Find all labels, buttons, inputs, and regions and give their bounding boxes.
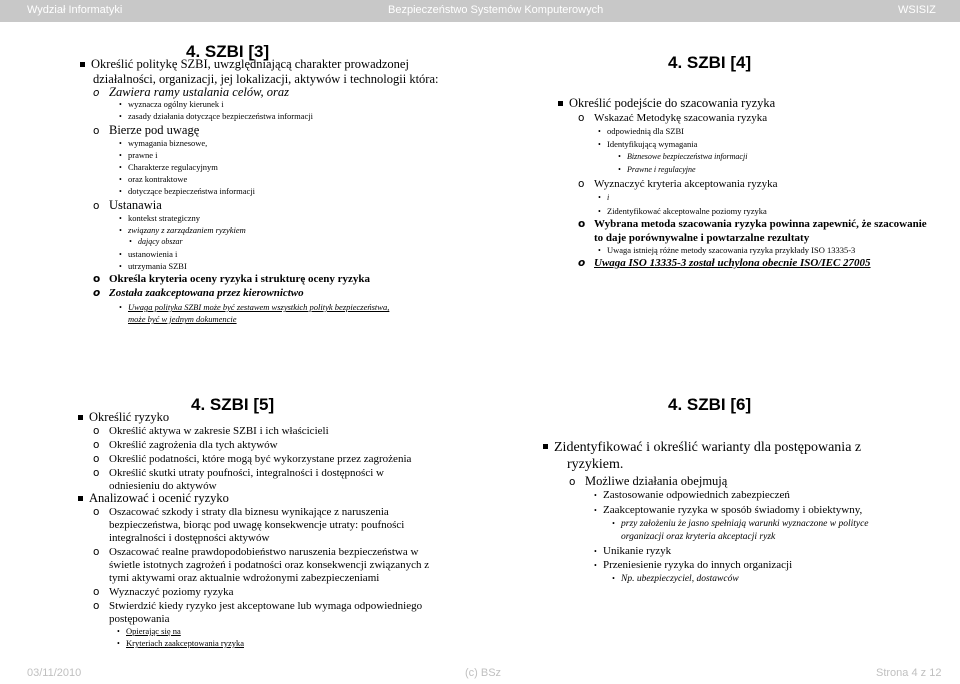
bullet-line: o Bierze pod uwagę [93, 123, 200, 137]
text-line: świetle istotnych zagrożeń i podatności oraz konsekwencji związanych z [109, 559, 430, 571]
bullet-line: • ustanowienia i [119, 249, 178, 259]
bullet-line: • Zastosowanie odpowiednich zabezpieczeń [594, 489, 790, 501]
text-line: działalności, organizacji, jej lokalizacji, aktywów i technologii która: [93, 72, 439, 86]
bullet-line: • Identyfikującą wymagania [598, 139, 698, 149]
bullet-line: • Charakterze regulacyjnym [119, 162, 218, 172]
square-bullet-icon [78, 496, 83, 501]
bullet-line: • utrzymania SZBI [119, 261, 187, 271]
bullet-line: o Określić skutki utraty poufności, integralności i dostępności w [93, 467, 384, 479]
bullet-line: • dotyczące bezpieczeństwa informacji [119, 186, 255, 196]
bullet-line: o Określić aktywa w zakresie SZBI i ich właścicieli [93, 425, 329, 437]
bullet-line: • zasady działania dotyczące bezpieczeństwa informacji [119, 111, 314, 121]
bullet-line: • Opierając się na [117, 626, 181, 636]
bullet-line: • Biznesowe bezpieczeństwa informacji [618, 152, 748, 161]
bullet-line: • prawne i [119, 150, 158, 160]
bullet-line: o Ustanawia [93, 198, 162, 212]
bullet-line: • odpowiednią dla SZBI [598, 126, 684, 136]
note-line: może być w jednym dokumencie [128, 314, 237, 324]
square-bullet-icon [558, 101, 563, 106]
text-line: odniesieniu do aktywów [109, 480, 217, 492]
note-line: • Uwaga polityka SZBI może być zestawem wszystkich polityk bezpieczeństwa, [119, 302, 390, 312]
slide-szbi-6 [480, 340, 960, 663]
header-left: Wydział Informatyki [27, 4, 123, 16]
bullet-line: • Unikanie ryzyk [594, 545, 672, 557]
bullet-line: • Prawne i regulacyjne [618, 165, 696, 174]
text-line: to daje porównywalne i powtarzalne rezultaty [594, 232, 810, 244]
bullet-line: • Przeniesienie ryzyka do innych organizacji [594, 559, 793, 571]
square-bullet-icon [80, 62, 85, 67]
slide-szbi-5 [0, 340, 480, 663]
bullet-line: o Stwierdzić kiedy ryzyko jest akceptowane lub wymaga odpowiedniego [93, 600, 423, 612]
text-line: ryzykiem. [567, 457, 624, 472]
text-line: integralności i dostępności aktywów [109, 532, 270, 544]
slide-title: 4. SZBI [6] [668, 395, 752, 414]
bullet-line: Analizować i ocenić ryzyko [78, 492, 229, 505]
bullet-line: • kontekst strategiczny [119, 213, 200, 223]
bullet-line: o Możliwe działania obejmują [569, 474, 728, 488]
bullet-line: • oraz kontraktowe [119, 174, 188, 184]
footer-page-number: Strona 4 z 12 [876, 667, 942, 679]
bullet-line: • przy założeniu że jasno spełniają warunki wyznaczone w polityce [612, 519, 869, 529]
bullet-line: • Np. ubezpieczyciel, dostawców [612, 574, 739, 584]
bullet-line: o Określić zagrożenia dla tych aktywów [93, 439, 278, 451]
slide-szbi-3 [0, 0, 480, 340]
bullet-line: o Uwaga ISO 13335-3 został uchylona obecnie ISO/IEC 27005 [578, 257, 871, 269]
slide-title: 4. SZBI [5] [191, 395, 275, 414]
text-line: postępowania [109, 613, 170, 625]
bullet-line: • związany z zarządzaniem ryzykiem [119, 225, 246, 235]
bullet-line: o Zawiera ramy ustalania celów, oraz [93, 85, 289, 99]
bullet-line: • Zaakceptowanie ryzyka w sposób świadomy i obiektywny, [594, 504, 863, 516]
bullet-line: o Oszacować szkody i straty dla biznesu wynikające z naruszenia [93, 506, 389, 518]
bullet-line: Zidentyfikować i określić warianty dla postępowania z [543, 441, 861, 455]
bullet-line: Określić podejście do szacowania ryzyka [558, 97, 775, 110]
bullet-line: • Uwaga istnieją różne metody szacowania ryzyka przykłady ISO 13335-3 [598, 245, 856, 255]
bullet-line: o Wskazać Metodykę szacowania ryzyka [578, 112, 768, 124]
bullet-line: Określić ryzyko [78, 411, 169, 424]
header-right: WSISIZ [898, 4, 936, 16]
bullet-line: • i [598, 193, 610, 202]
bullet-line: • wyznacza ogólny kierunek i [119, 99, 224, 109]
bullet-line: o Oszacować realne prawdopodobieństwo naruszenia bezpieczeństwa w [93, 546, 419, 558]
bullet-line: o Została zaakceptowana przez kierownictwo [93, 287, 304, 299]
page-footer [0, 663, 960, 684]
square-bullet-icon [78, 415, 83, 420]
slide-title: 4. SZBI [3] [186, 42, 270, 61]
footer-copyright: (c) BSz [465, 667, 502, 679]
bullet-line: • Zidentyfikować akceptowalne poziomy ryzyka [598, 206, 767, 216]
footer-date: 03/11/2010 [27, 667, 82, 679]
bullet-line: o Określa kryteria oceny ryzyka i strukturę oceny ryzyka [93, 273, 371, 285]
bullet-line: o Określić podatności, które mogą być wykorzystane przez zagrożenia [93, 453, 412, 465]
bullet-line: • Kryteriach zaakceptowania ryzyka [117, 638, 244, 648]
bullet-line: o Wybrana metoda szacowania ryzyka powinna zapewnić, że szacowanie [578, 218, 927, 230]
text-line: bezpieczeństwa, biorąc pod uwagę konsekwencje utraty: poufności [109, 519, 405, 531]
slide-title: 4. SZBI [4] [668, 53, 752, 72]
header-center: Bezpieczeństwo Systemów Komputerowych [388, 4, 604, 16]
bullet-line: Określić politykę SZBI, uwzględniającą charakter prowadzonej [80, 58, 409, 71]
bullet-line: • dający obszar [129, 237, 183, 246]
bullet-line: • wymagania biznesowe, [119, 138, 208, 148]
text-line: organizacji oraz kryteria akceptacji ryzk [621, 532, 776, 542]
text-line: tymi aktywami oraz aktualnie wdrożonymi zabezpieczeniami [109, 572, 380, 584]
bullet-line: o Wyznaczyć kryteria akceptowania ryzyka [578, 178, 778, 190]
bullet-line: o Wyznaczyć poziomy ryzyka [93, 586, 234, 598]
square-bullet-icon [543, 444, 548, 449]
slide-szbi-4 [480, 0, 960, 340]
